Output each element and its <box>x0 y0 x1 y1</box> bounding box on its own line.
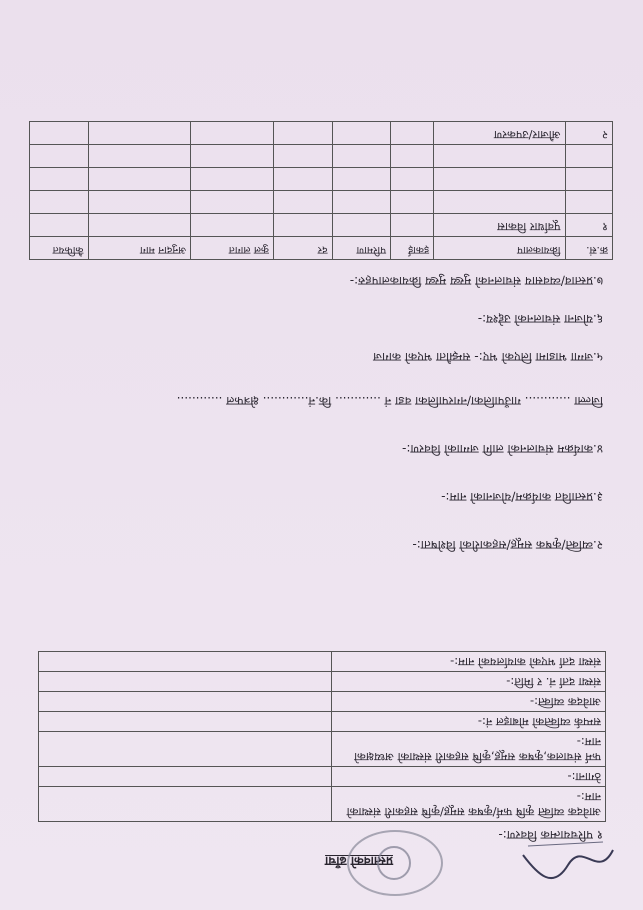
page-title: प्रस्तावको ढाँचा <box>325 854 393 869</box>
table-cell <box>391 145 434 168</box>
section-2: २.व्यक्ति/कृषक समूह/सहकारीको विशेषता:- <box>412 538 603 552</box>
table-cell <box>332 145 391 168</box>
info-value <box>39 732 332 767</box>
table-cell <box>274 191 333 214</box>
table-cell <box>30 191 89 214</box>
info-label: आवेदक व्यक्ति:- <box>332 692 606 712</box>
table-header-row <box>30 237 613 260</box>
header-cell: इकाई <box>391 237 434 260</box>
table-cell <box>434 145 565 168</box>
table-cell <box>391 122 434 145</box>
table-cell <box>274 122 333 145</box>
section-4: ४.कार्यक्रम संचालनको लागि जग्गाको विवरण:- <box>402 442 603 456</box>
table-cell <box>565 168 612 191</box>
table-cell <box>30 214 89 237</box>
table-row <box>39 692 606 712</box>
info-value <box>39 767 332 787</box>
info-value <box>39 652 332 672</box>
info-label: संस्था दर्ता भएको कार्यालयको नाम:- <box>332 652 606 672</box>
table-cell: २ <box>565 122 612 145</box>
info-value <box>39 692 332 712</box>
table-row <box>30 122 613 145</box>
table-row <box>39 732 606 767</box>
table-cell <box>191 168 274 191</box>
section-4-detail: जिल्ला ............ गाउँपालिका/नगरपालिका वडा नं ............ कि.नं............ क्षेत्रफल ............ <box>176 394 603 408</box>
stamp-emblem <box>377 846 411 880</box>
table-cell <box>565 191 612 214</box>
table-cell <box>30 122 89 145</box>
section-6: ६.योजना संचालनको उद्देश्य:- <box>477 312 603 326</box>
table-cell <box>88 168 191 191</box>
table-cell <box>88 191 191 214</box>
office-stamp <box>347 830 443 896</box>
info-value <box>39 712 332 732</box>
applicant-info-table <box>38 651 606 822</box>
table-cell <box>88 214 191 237</box>
table-row <box>30 191 613 214</box>
table-row <box>39 767 606 787</box>
header-cell: कुल लागत <box>191 237 274 260</box>
table-cell <box>274 168 333 191</box>
table-row <box>30 145 613 168</box>
info-value <box>39 787 332 822</box>
table-cell <box>191 122 274 145</box>
table-cell: पूर्वाधार विकास <box>434 214 565 237</box>
header-cell: अनुदान माग <box>88 237 191 260</box>
table-row <box>39 672 606 692</box>
activity-table <box>29 121 613 260</box>
table-cell: औजार/उपकरण <box>434 122 565 145</box>
info-label: फर्म संचालक,कृषक समूह,कृषि सहकारी संस्थाको अध्यक्षको नाम:- <box>332 732 606 767</box>
header-cell: क्रियाकलाप <box>434 237 565 260</box>
table-cell <box>88 145 191 168</box>
signature-graphic <box>503 830 623 890</box>
header-cell: दर <box>274 237 333 260</box>
table-cell <box>191 214 274 237</box>
table-cell <box>332 214 391 237</box>
table-cell <box>30 168 89 191</box>
table-cell <box>391 168 434 191</box>
table-cell <box>191 145 274 168</box>
table-cell <box>274 145 333 168</box>
table-cell <box>434 168 565 191</box>
info-label: संस्था दर्ता नं. र मिति:- <box>332 672 606 692</box>
table-cell <box>30 145 89 168</box>
section-3: ३.प्रस्तावित कार्यक्रम/योजनाको नाम:- <box>441 490 603 504</box>
table-cell <box>434 191 565 214</box>
table-cell <box>191 191 274 214</box>
header-cell: कैफियत <box>30 237 89 260</box>
table-cell <box>332 191 391 214</box>
header-cell: क्र.सं. <box>565 237 612 260</box>
table-row <box>39 652 606 672</box>
section-1-heading: १ परिचयात्मक विवरण:- <box>498 828 603 842</box>
header-cell: परिमाण <box>332 237 391 260</box>
table-row <box>30 214 613 237</box>
info-value <box>39 672 332 692</box>
table-row <box>39 712 606 732</box>
info-label: सम्पर्क व्यक्तिको मोबाइल नं:- <box>332 712 606 732</box>
table-row <box>30 168 613 191</box>
info-label: आवेदक व्यक्ति कृषि फर्म/कृषक समूह/कृषि सहकारी संस्थाको नाम:- <box>332 787 606 822</box>
table-row <box>39 787 606 822</box>
table-cell <box>391 191 434 214</box>
section-7: ७.प्रस्ताव/व्यवसाय संचालनको मुख्य मुख्य क्रियाकलापहरु:- <box>349 274 603 288</box>
info-label: ठेगाना:- <box>332 767 606 787</box>
table-cell <box>88 122 191 145</box>
table-cell <box>391 214 434 237</box>
table-cell <box>274 214 333 237</box>
table-cell <box>565 145 612 168</box>
section-5: ५.जग्गा भाडामा लिएको भए:- सम्झौता भएको कागज <box>373 350 603 364</box>
table-cell <box>332 122 391 145</box>
table-cell: १ <box>565 214 612 237</box>
table-cell <box>332 168 391 191</box>
